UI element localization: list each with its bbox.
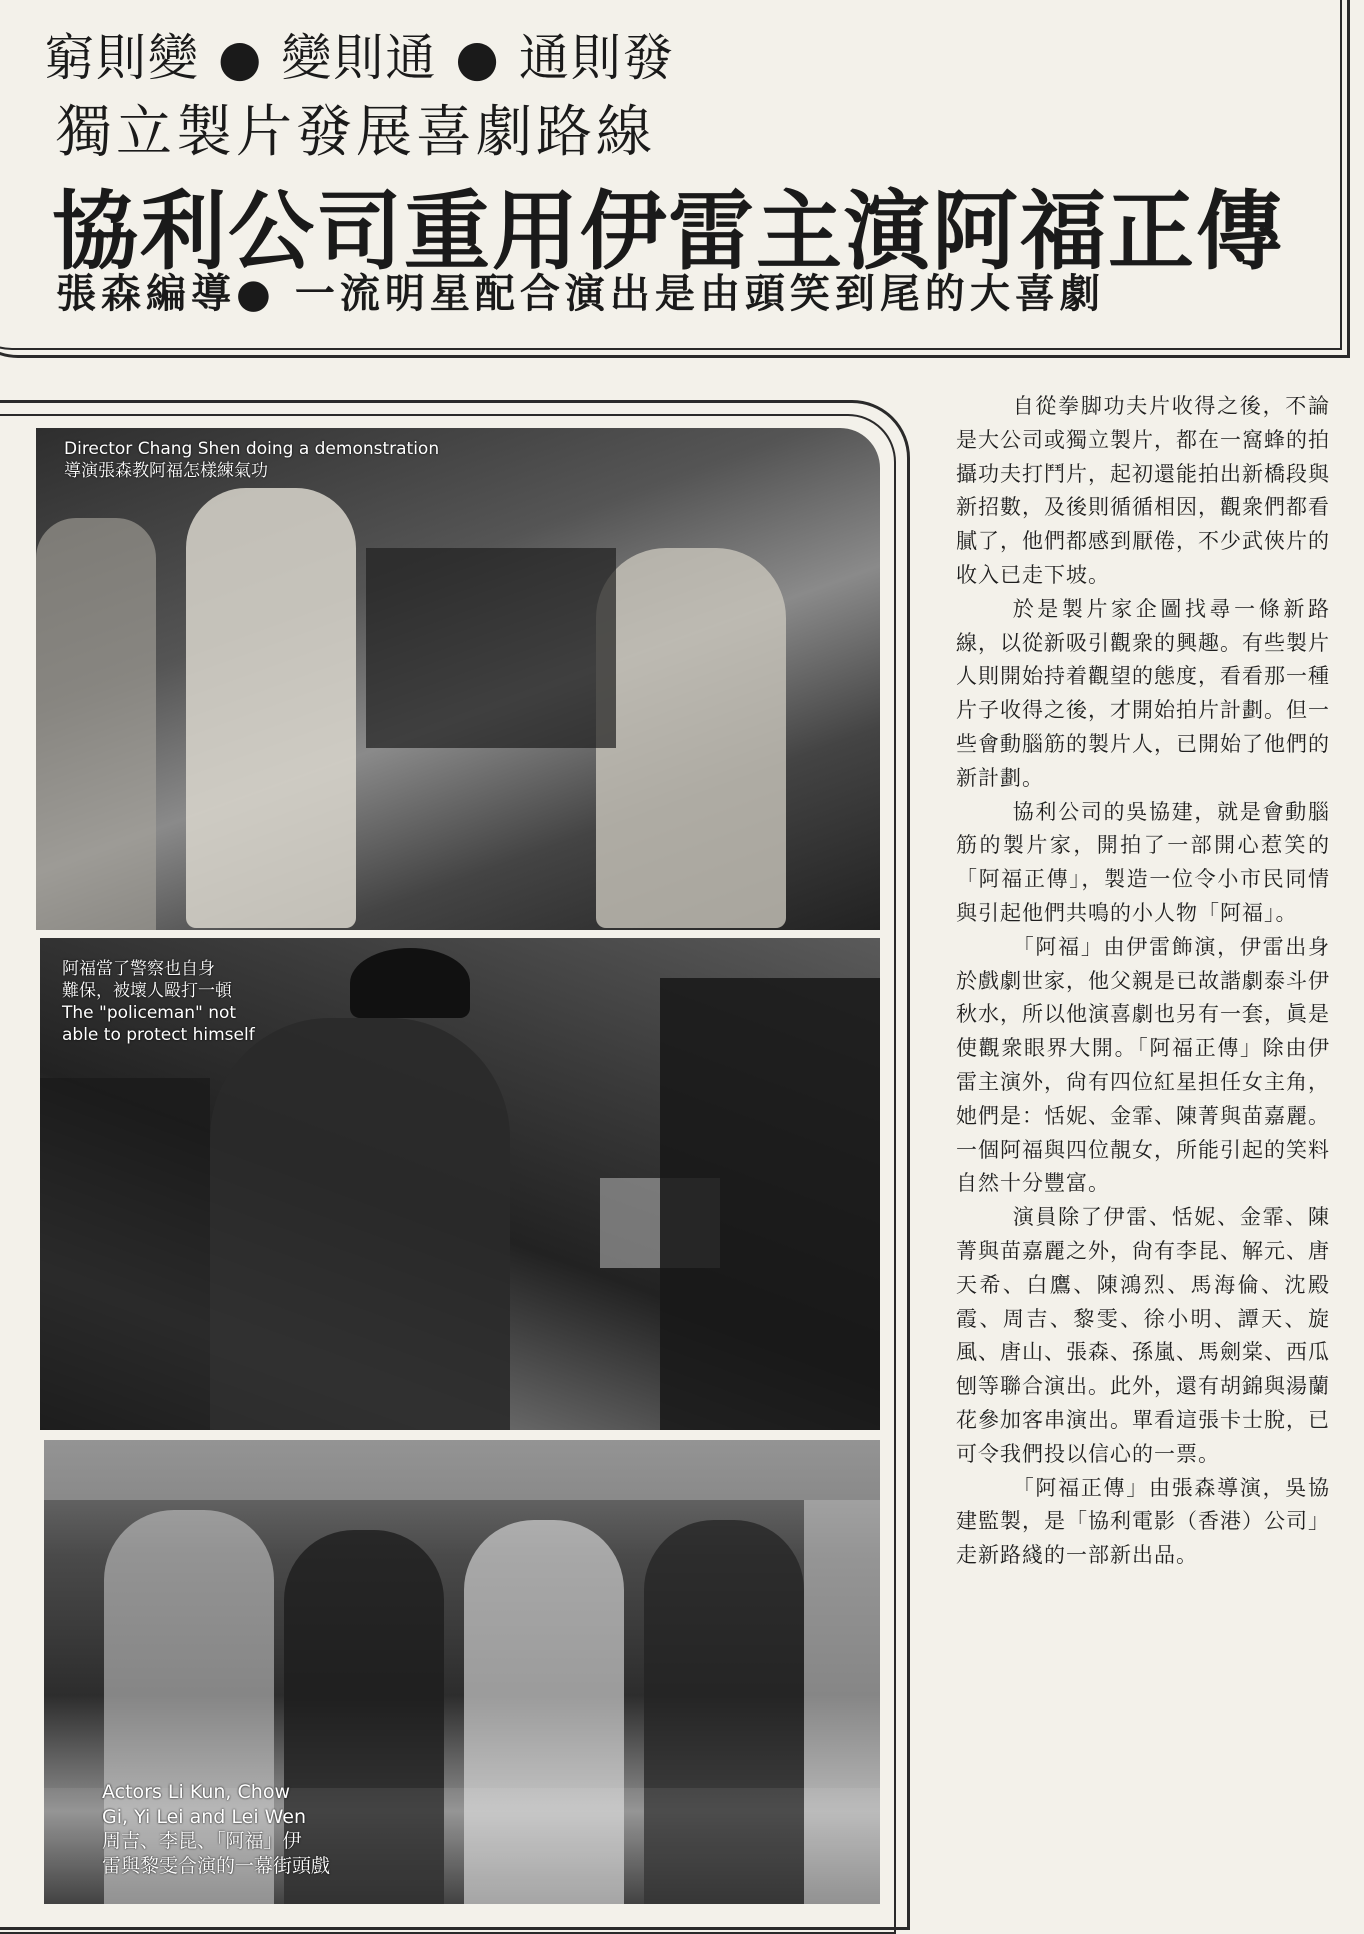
photo2-caption-en-2: able to protect himself — [62, 1025, 255, 1046]
photo1-caption — [64, 438, 439, 482]
photo1-caption-en: Director Chang Shen doing a demonstration — [64, 439, 440, 459]
photo3-caption-en-1: Actors Li Kun, Chow — [102, 1781, 290, 1803]
article-paragraph: 「阿福正傳」由張森導演，吳協建監製，是「協利電影（香港）公司」走新路綫的一部新出品。 — [956, 1475, 1330, 1568]
photo3-caption-en-2: Gi, Yi Lei and Lei Wen — [102, 1805, 307, 1828]
header-deck: 獨立製片發展喜劇路線 — [56, 100, 656, 165]
article-paragraph: 自從拳脚功夫片收得之後，不論是大公司或獨立製片，都在一窩蜂的拍攝功夫打鬥片，起初還能拍出新橋段與新招數，及後則循循相因，觀衆們都看膩了，他們都感到厭倦，不少武俠片的收入已走下坡。 — [956, 394, 1330, 587]
subheadline: 張森編導● 一流明星配合演出是由頭笑到尾的大喜劇 — [56, 271, 1105, 317]
photo2-caption — [62, 958, 255, 1046]
article-paragraph: 「阿福」由伊雷飾演，伊雷出身於戲劇世家，他父親是已故諧劇泰斗伊秋水，所以他演喜劇也另有一套，眞是使觀衆眼界大開。「阿福正傳」除由伊雷主演外，尙有四位紅星担任女主角，她們是：恬妮、金霏、陳菁與苗嘉麗。一個阿福與四位靚女，所能引起的笑料自然十分豐富。 — [956, 934, 1330, 1196]
photo1-caption-zh: 導演張森教阿福怎樣練氣功 — [64, 461, 268, 482]
photo3-caption-zh-1: 周吉、李昆、「阿福」伊 — [102, 1830, 302, 1853]
photo-director-demonstration — [36, 428, 880, 930]
photo3-caption-zh-2: 雷與黎雯合演的一幕街頭戲 — [102, 1855, 331, 1878]
photo2-caption-en-1: The "policeman" not — [62, 1003, 237, 1024]
article-paragraph: 於是製片家企圖找尋一條新路線，以從新吸引觀衆的興趣。有些製片人則開始持着觀望的態度，看看那一種片子收得之後，才開始拍片計劃。但一些會動腦筋的製片人，已開始了他們的新計劃。 — [956, 596, 1330, 790]
article-paragraph: 協利公司的吳協建，就是會動腦筋的製片家，開拍了一部開心惹笑的「阿福正傳」，製造一位令小市民同情與引起他們共鳴的小人物「阿福」。 — [956, 799, 1330, 925]
photo2-caption-zh-2: 難保，被壞人毆打一頓 — [62, 981, 232, 1002]
headline: 協利公司重用伊雷主演阿福正傳 — [52, 182, 1284, 282]
photo2-caption-zh-1: 阿福當了警察也自身 — [62, 959, 215, 979]
article-paragraph: 演員除了伊雷、恬妮、金霏、陳菁與苗嘉麗之外，尙有李昆、解元、唐天希、白鷹、陳鴻烈、馬海倫、沈殿霞、周吉、黎雯、徐小明、譚天、旋風、唐山、張森、孫嵐、馬劍棠、西瓜刨等聯合演出。此外，還有胡錦與湯蘭花參加客串演出。單看這張卡士脫，已可令我們投以信心的一票。 — [956, 1205, 1330, 1466]
article-body — [956, 390, 1330, 1573]
photo3-caption — [102, 1780, 330, 1879]
header-kicker: 窮則變 ● 變則通 ● 通則發 — [44, 29, 675, 87]
